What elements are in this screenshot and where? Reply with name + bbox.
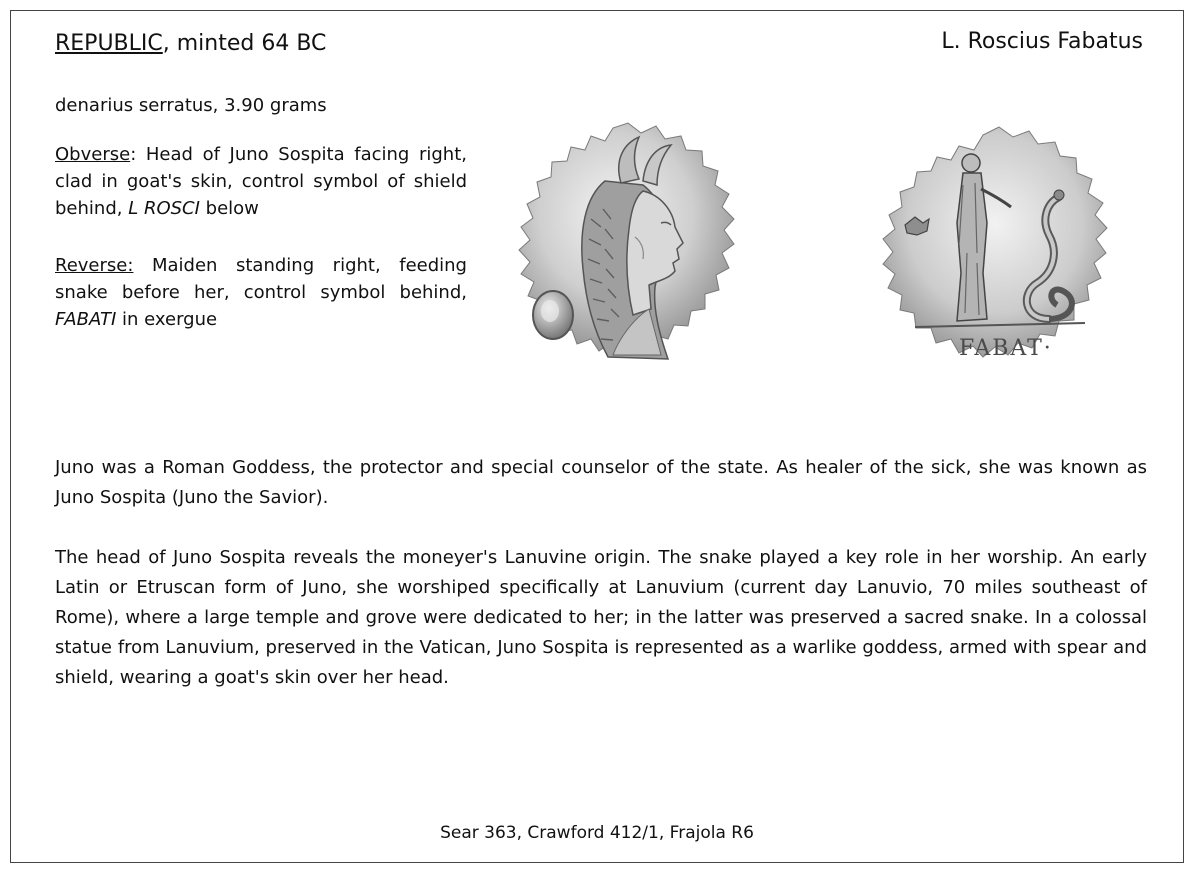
reverse-legend: FABATI (55, 309, 117, 330)
reverse-label: Reverse: (55, 255, 134, 276)
reverse-text: Maiden standing right, feeding snake before her, control symbol behind, (55, 255, 467, 303)
mint-date: , minted 64 BC (162, 31, 327, 56)
obverse-label: Obverse (55, 144, 131, 165)
reverse-description (55, 252, 467, 333)
coin-inscription: FABAT· (959, 336, 1053, 361)
coin-reverse-image (853, 123, 1145, 399)
period-label: REPUBLIC (55, 31, 163, 56)
obverse-legend: L ROSCI (128, 198, 200, 219)
catalog-card (10, 10, 1184, 863)
header-period (55, 31, 326, 56)
reverse-tail: in exergue (116, 309, 218, 330)
obverse-text: : Head of Juno Sospita facing right, clad in goat's skin, control symbol of shield behind, (55, 144, 467, 219)
catalog-references: Sear 363, Crawford 412/1, Frajola R6 (440, 823, 754, 843)
moneyer-name: L. Roscius Fabatus (941, 29, 1143, 54)
paragraph-juno-intro: Juno was a Roman Goddess, the protector and special counselor of the state. As healer of the sick, she was known as Juno Sospita (Juno the Savior). (55, 457, 1147, 508)
denomination: denarius serratus, 3.90 grams (55, 95, 327, 116)
obverse-description (55, 141, 467, 222)
coin-obverse-image (493, 119, 763, 391)
paragraph-juno-history: The head of Juno Sospita reveals the moneyer's Lanuvine origin. The snake played a key role in her worship. An early Latin or Etruscan form of Juno, she worshiped specifically at Lanuvium (current day Lanuvio, 70 miles southeast of Rome), where a large temple and grove were dedicated to her; in the latter was preserved a sacred snake. In a colossal statue from Lanuvium, preserved in the Vatican, Juno Sospita is represented as a warlike goddess, armed with spear and shield, wearing a goat's skin over her head. (55, 547, 1147, 688)
obverse-tail: below (199, 198, 259, 219)
